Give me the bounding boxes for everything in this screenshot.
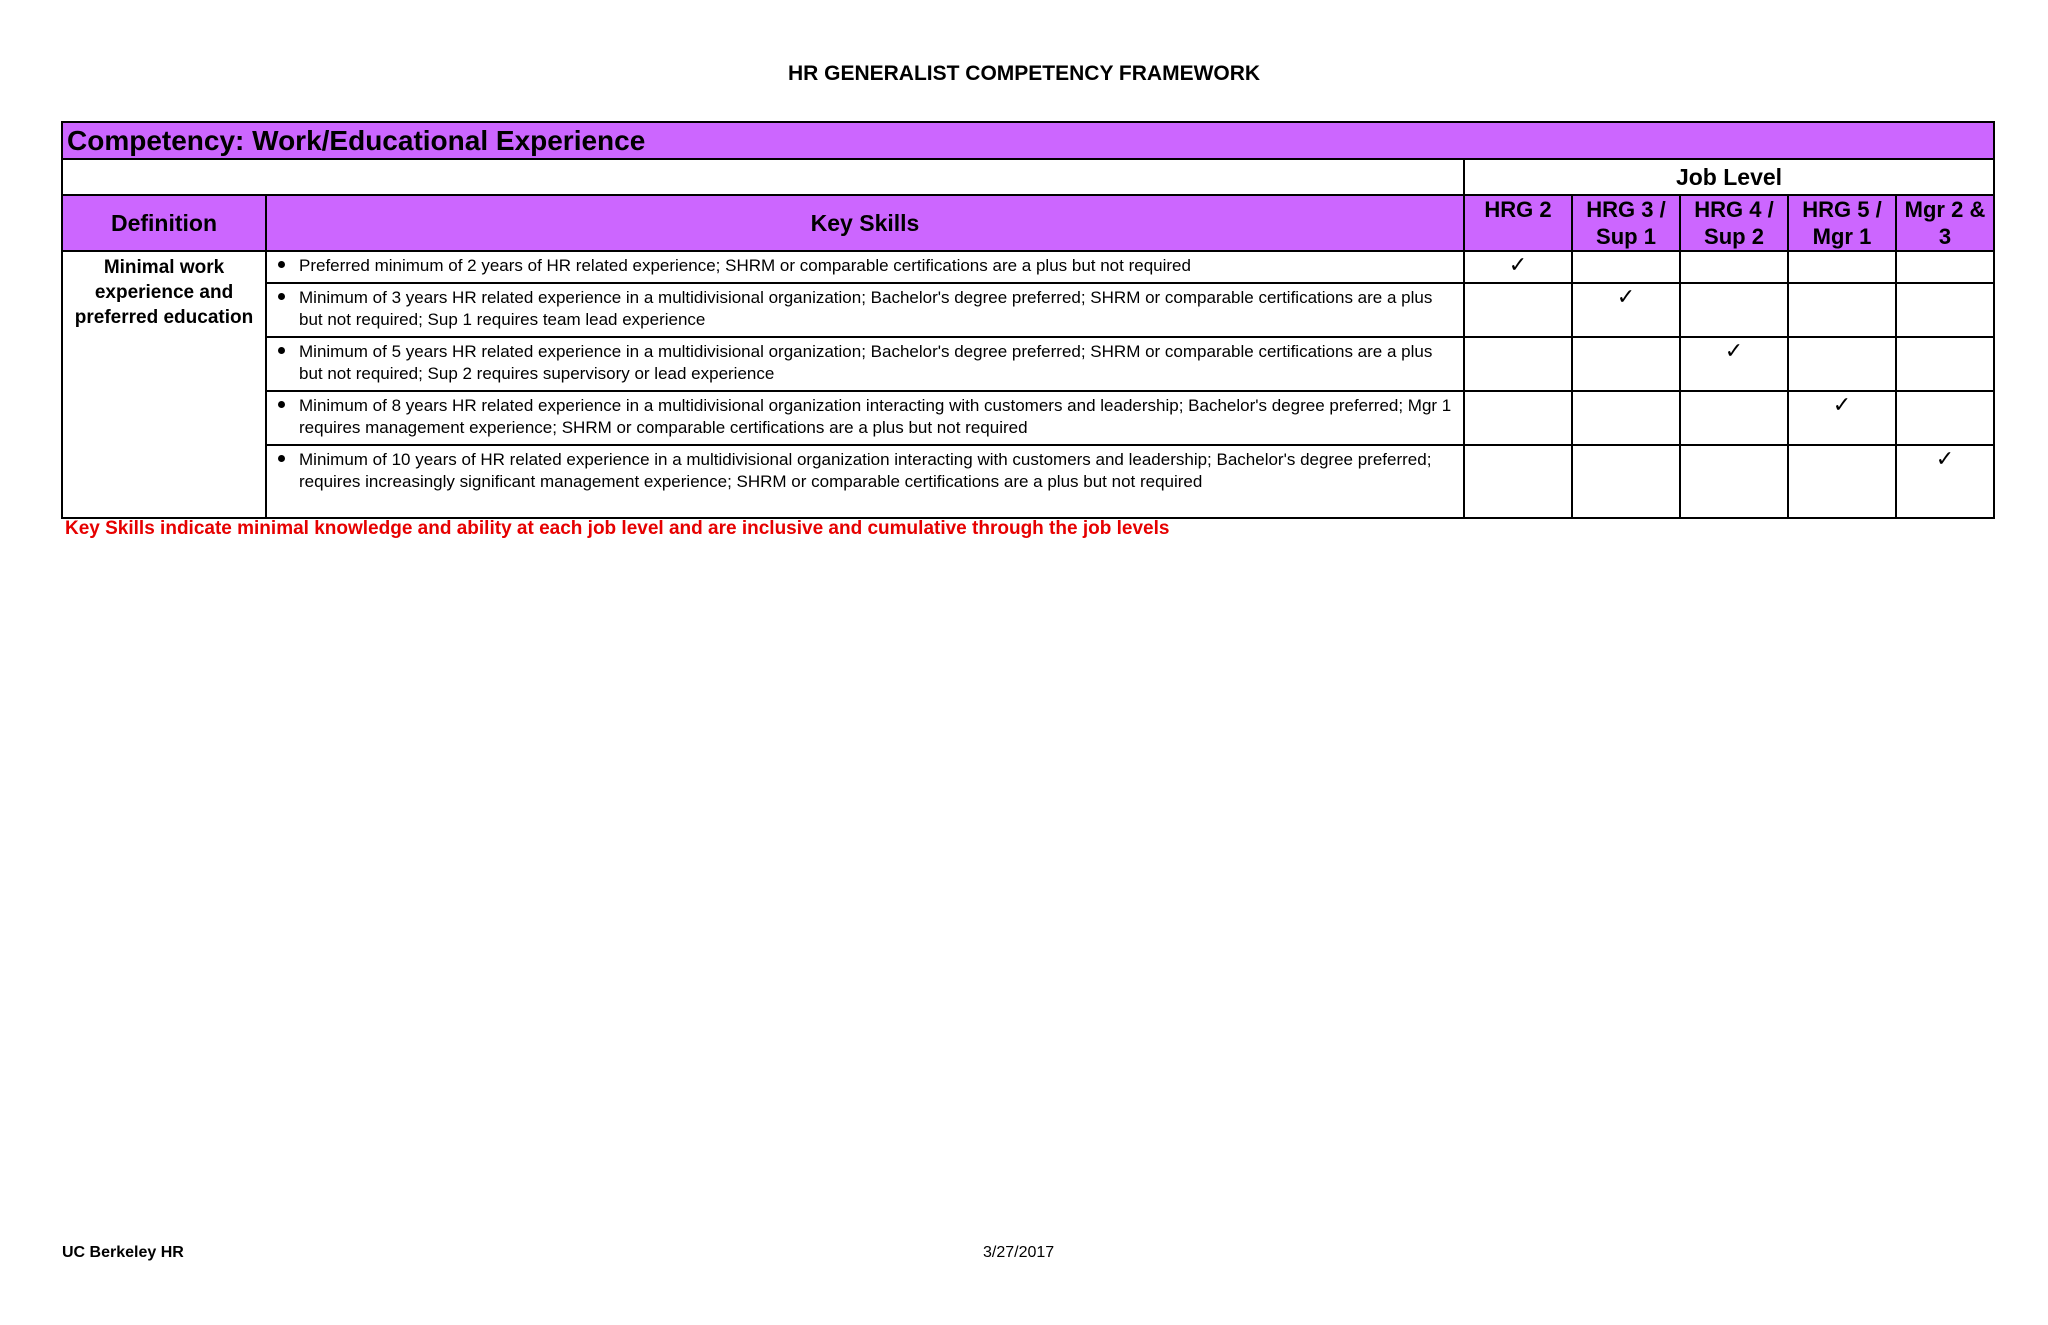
key-skills-header: Key Skills xyxy=(266,195,1464,251)
blank-cell xyxy=(266,159,1464,195)
skill-cell xyxy=(266,445,1464,518)
skill-text: Minimum of 10 years of HR related experience in a multidivisional organization interacting with customers and leadership; Bachelor's degree preferred; requires increasingly significant management experience; SHRM or comparable certifications are a plus but not required xyxy=(299,450,1432,491)
check-cell xyxy=(1788,337,1896,391)
check-icon: ✓ xyxy=(1935,446,1955,471)
bullet-icon xyxy=(278,261,285,268)
bullet-icon xyxy=(278,347,285,354)
check-cell xyxy=(1464,445,1572,518)
table-row xyxy=(62,283,1994,337)
check-cell xyxy=(1788,445,1896,518)
check-cell xyxy=(1896,251,1994,283)
competency-title: Competency: Work/Educational Experience xyxy=(62,122,1994,159)
skill-text: Minimum of 3 years HR related experience in a multidivisional organization; Bachelor's degree preferred; SHRM or comparable certifications are a plus but not required; Sup 1 requires team lead experience xyxy=(299,288,1433,329)
bullet-icon xyxy=(278,293,285,300)
footnote: Key Skills indicate minimal knowledge and ability at each job level and are inclusive and cumulative through the job levels xyxy=(65,518,1170,539)
check-cell xyxy=(1572,251,1680,283)
footer-date: 3/27/2017 xyxy=(983,1244,1055,1261)
check-icon: ✓ xyxy=(1724,338,1744,363)
skill-text: Preferred minimum of 2 years of HR related experience; SHRM or comparable certifications are a plus but not required xyxy=(299,256,1191,275)
header-row xyxy=(62,195,1994,251)
check-cell xyxy=(1572,391,1680,445)
check-cell xyxy=(1896,337,1994,391)
page-title: HR GENERALIST COMPETENCY FRAMEWORK xyxy=(787,62,1261,85)
level-header-hrg2 xyxy=(1464,195,1572,251)
definition-text: Minimal work experience and preferred education xyxy=(62,251,266,518)
check-icon: ✓ xyxy=(1616,284,1636,309)
table-row xyxy=(62,391,1994,445)
level-header-mgr2 xyxy=(1896,195,1994,251)
check-cell xyxy=(1464,337,1572,391)
check-cell xyxy=(1788,283,1896,337)
footer-org: UC Berkeley HR xyxy=(62,1244,184,1261)
check-cell xyxy=(1680,337,1788,391)
bullet-icon xyxy=(278,401,285,408)
level-header-line1: HRG 3 / xyxy=(1586,197,1666,222)
level-header-hrg4 xyxy=(1680,195,1788,251)
check-cell xyxy=(1788,251,1896,283)
check-cell xyxy=(1896,391,1994,445)
check-cell xyxy=(1680,391,1788,445)
check-cell xyxy=(1680,251,1788,283)
level-header-line2: Sup 1 xyxy=(1596,224,1656,249)
check-cell xyxy=(1572,445,1680,518)
check-cell xyxy=(1572,337,1680,391)
skill-cell xyxy=(266,337,1464,391)
definition-header: Definition xyxy=(62,195,266,251)
bullet-icon xyxy=(278,455,285,462)
check-cell xyxy=(1464,251,1572,283)
blank-cell xyxy=(62,159,266,195)
level-header-line2: 3 xyxy=(1938,224,1952,249)
check-cell xyxy=(1680,283,1788,337)
level-header-line1: Mgr 2 & xyxy=(1904,197,1986,222)
level-header-line1: HRG 4 / xyxy=(1694,197,1774,222)
check-cell xyxy=(1464,283,1572,337)
skill-text: Minimum of 8 years HR related experience in a multidivisional organization interacting with customers and leadership; Bachelor's degree preferred; Mgr 1 requires management experience; SHRM or comparable certifications are a plus but not required xyxy=(299,396,1452,437)
level-header-line1: HRG 2 xyxy=(1484,197,1552,222)
table-row xyxy=(62,445,1994,518)
check-icon: ✓ xyxy=(1508,252,1528,277)
level-header-hrg5 xyxy=(1788,195,1896,251)
competency-table xyxy=(61,121,1995,519)
skill-cell xyxy=(266,283,1464,337)
skill-text: Minimum of 5 years HR related experience in a multidivisional organization; Bachelor's degree preferred; SHRM or comparable certifications are a plus but not required; Sup 2 requires supervisory or lead experience xyxy=(299,342,1433,383)
skill-cell xyxy=(266,251,1464,283)
table-row xyxy=(62,337,1994,391)
level-header-line2: Mgr 1 xyxy=(1812,224,1872,249)
level-header-hrg3 xyxy=(1572,195,1680,251)
level-header-line2: Sup 2 xyxy=(1704,224,1764,249)
check-cell xyxy=(1896,283,1994,337)
table-row xyxy=(62,251,1994,283)
job-level-label: Job Level xyxy=(1464,159,1994,195)
level-header-line1: HRG 5 / xyxy=(1802,197,1882,222)
check-cell xyxy=(1788,391,1896,445)
check-icon: ✓ xyxy=(1832,392,1852,417)
check-cell xyxy=(1464,391,1572,445)
check-cell xyxy=(1896,445,1994,518)
check-cell xyxy=(1680,445,1788,518)
check-cell xyxy=(1572,283,1680,337)
skill-cell xyxy=(266,391,1464,445)
